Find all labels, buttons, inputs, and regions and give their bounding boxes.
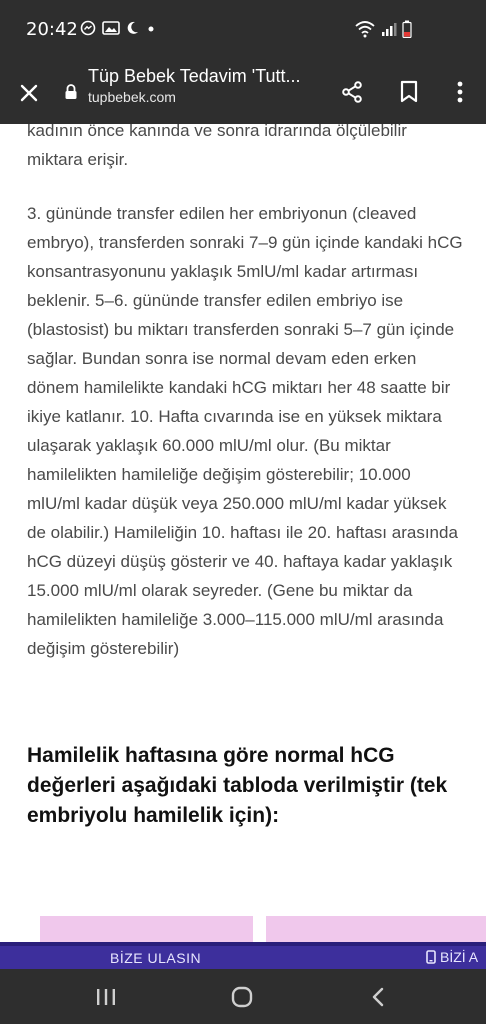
gallery-icon [102, 20, 120, 36]
battery-icon [402, 20, 412, 38]
page-title[interactable]: Tüp Bebek Tedavim 'Tutt... [88, 66, 301, 86]
more-vert-icon [456, 80, 464, 104]
system-status-icons [354, 20, 412, 38]
page-url[interactable]: tupbebek.com [88, 89, 176, 105]
find-us-label: BİZİ A [440, 949, 479, 965]
notification-icons [80, 20, 156, 36]
share-icon [340, 80, 364, 104]
status-time: 20:42 [26, 19, 78, 40]
close-icon [20, 84, 38, 102]
home-button[interactable] [222, 979, 262, 1015]
status-bar [0, 0, 486, 62]
table-card [266, 916, 486, 942]
wifi-icon [354, 20, 376, 38]
phone-icon [426, 950, 436, 964]
browser-toolbar [0, 62, 486, 124]
article-content [0, 124, 486, 942]
signal-icon [381, 21, 397, 37]
article-paragraph: kadının önce kanında ve sonra idrarında ölçülebilir miktara erişir. [27, 124, 407, 169]
home-icon [230, 985, 254, 1009]
contact-us-button[interactable]: BİZE ULASIN [110, 950, 202, 966]
overflow-menu-button[interactable] [440, 72, 480, 112]
section-heading: Hamilelik haftasına göre normal hCG değerleri aşağıdaki tabloda verilmiştir (tek embriyolu hamilelik için): [27, 744, 448, 827]
moon-icon [126, 20, 140, 36]
back-icon [370, 986, 386, 1008]
bookmark-button[interactable] [389, 72, 429, 112]
article-paragraph: 3. gününde transfer edilen her embriyonun (cleaved embryo), transferden sonraki 7–9 gün içinde kandaki hCG konsantrasyonunu yaklaşık 5mlU/ml kadar artırması beklenir. 5–6. gününde transfer edilen embriyo ise (blastosist) bu miktarı transferden sonraki 5–7 gün içinde sağlar. Bundan sonra ise normal devam eden erken dönem hamilelikte kandaki hCG miktarı her 48 saatte bir ikiye katlanır. 10. Hafta cıvarında ise en yüksek miktara ulaşarak yaklaşık 60.000 mlU/ml olur. (Bu miktar hamilelikten hamileliğe değişim gösterebilir; 10.000 mlU/ml kadar düşük veya 250.000 mlU/ml kadar yüksek de olabilir.) Hamileliğin 10. haftası ile 20. haftası arasında hCG düzeyi düşüş gösterir ve 40. haftaya kadar yaklaşık 15.000 mlU/ml olarak seyreder. (Gene bu miktar da hamilelikten hamileliğe 3.000–115.000 mlU/ml arasında değişim gösterebilir) [27, 204, 463, 658]
table-card [40, 916, 253, 942]
back-button[interactable] [358, 979, 398, 1015]
lock-icon [64, 84, 78, 100]
messenger-icon [80, 20, 96, 36]
find-us-button[interactable] [426, 949, 478, 965]
android-nav-bar [0, 969, 486, 1024]
recent-apps-button[interactable] [86, 979, 126, 1015]
close-button[interactable] [14, 73, 44, 113]
recent-apps-icon [95, 987, 117, 1007]
sticky-contact-bar [0, 942, 486, 969]
share-button[interactable] [332, 72, 372, 112]
bookmark-icon [399, 80, 419, 104]
more-notifications-dot-icon [146, 20, 156, 36]
